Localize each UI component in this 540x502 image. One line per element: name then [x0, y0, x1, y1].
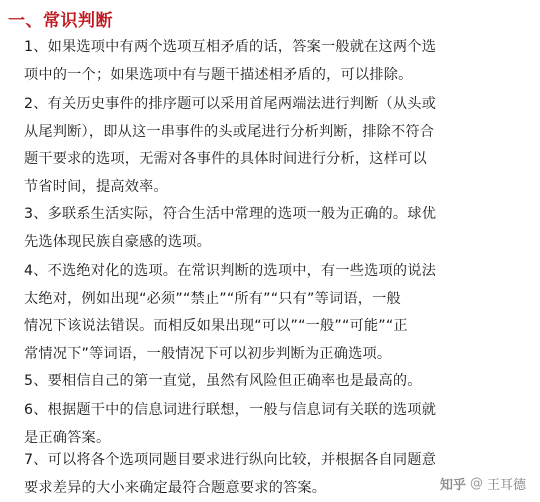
paragraph-3	[24, 201, 518, 256]
watermark-separator: @	[470, 476, 483, 491]
paragraph-line: 先选体现民族自豪感的选项。	[24, 229, 518, 257]
paragraph-line: 从尾判断），即从这一串事件的头或尾进行分析判断，排除不符合	[24, 119, 518, 147]
paragraph-line: 常情况下”等词语，一般情况下可以初步判断为正确选项。	[24, 341, 518, 369]
paragraph-line: 要求差异的大小来确定最符合题意要求的答案。	[24, 475, 518, 502]
paragraph-6	[24, 397, 518, 452]
paragraph-line: 5、要相信自己的第一直觉，虽然有风险但正确率也是最高的。	[24, 368, 518, 396]
paragraph-line: 太绝对，例如出现“必须”“禁止”“所有”“只有”等词语，一般	[24, 286, 518, 314]
paragraph-line: 2、有关历史事件的排序题可以采用首尾两端法进行判断（从头或	[24, 91, 518, 119]
watermark-author: 王耳德	[487, 474, 526, 493]
paragraph-1	[24, 34, 518, 89]
paragraph-line: 4、不选绝对化的选项。在常识判断的选项中，有一些选项的说法	[24, 258, 518, 286]
paragraph-line: 题干要求的选项，无需对各事件的具体时间进行分析，这样可以	[24, 146, 518, 174]
paragraph-5	[24, 368, 518, 396]
paragraph-line: 节省时间，提高效率。	[24, 174, 518, 202]
watermark-brand: 知乎	[440, 474, 466, 493]
paragraph-line: 7、可以将各个选项同题目要求进行纵向比较，并根据各自同题意	[24, 447, 518, 475]
paragraph-4	[24, 258, 518, 368]
section-title: 一、常识判断	[8, 6, 113, 31]
paragraph-line: 1、如果选项中有两个选项互相矛盾的话，答案一般就在这两个选	[24, 34, 518, 62]
paragraph-line: 是正确答案。	[24, 425, 518, 453]
paragraph-line: 3、多联系生活实际，符合生活中常理的选项一般为正确的。球优	[24, 201, 518, 229]
paragraph-line: 6、根据题干中的信息词进行联想，一般与信息词有关联的选项就	[24, 397, 518, 425]
zhihu-watermark	[436, 473, 530, 494]
paragraph-2	[24, 91, 518, 201]
paragraph-line: 情况下该说法错误。而相反如果出现“可以”“一般”“可能”“正	[24, 313, 518, 341]
paragraph-line: 项中的一个；如果选项中有与题干描述相矛盾的，可以排除。	[24, 62, 518, 90]
